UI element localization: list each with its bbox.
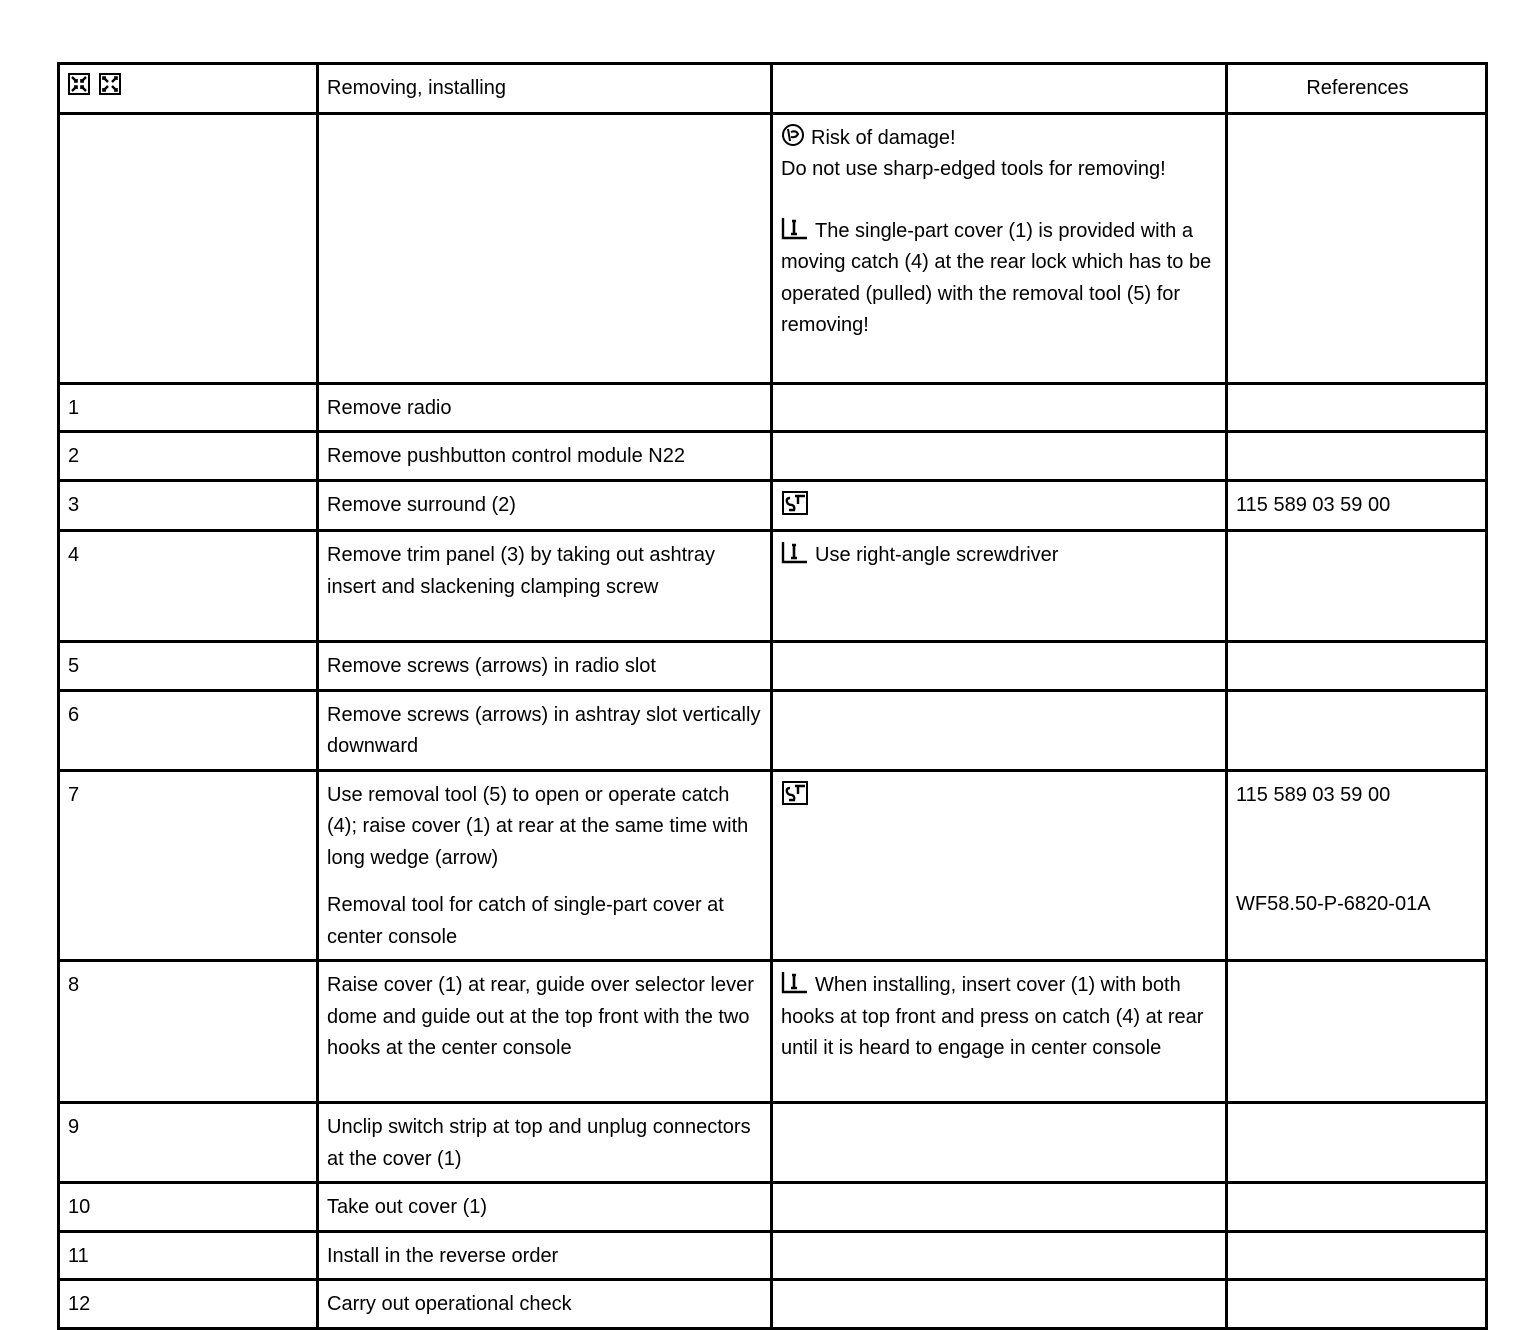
step-note (772, 1103, 1227, 1183)
step-text: Carry out operational check (318, 1280, 772, 1329)
step-note (772, 642, 1227, 691)
step-ref (1227, 432, 1487, 481)
step-number: 3 (59, 480, 318, 531)
step-ref-cell (1227, 770, 1487, 961)
special-tool-icon (781, 490, 809, 516)
step-ref (1227, 642, 1487, 691)
step-text: Install in the reverse order (318, 1231, 772, 1280)
step-number: 2 (59, 432, 318, 481)
intro-row (59, 113, 1487, 383)
step-note (772, 1183, 1227, 1232)
step-text: Take out cover (1) (318, 1183, 772, 1232)
step-row-5 (59, 642, 1487, 691)
step-text: Unclip switch strip at top and unplug connectors at the cover (1) (318, 1103, 772, 1183)
step-number: 7 (59, 770, 318, 961)
header-references: References (1227, 64, 1487, 114)
step-number: 1 (59, 383, 318, 432)
header-row (59, 64, 1487, 114)
step-text-secondary: Removal tool for catch of single-part cover at center console (327, 894, 724, 948)
removing-icon (68, 73, 90, 95)
step-note (772, 1231, 1227, 1280)
step-ref (1227, 531, 1487, 642)
step-note (772, 961, 1227, 1103)
header-icons-cell (59, 64, 318, 114)
step-text: Remove screws (arrows) in ashtray slot vertically downward (318, 690, 772, 770)
step-ref: 115 589 03 59 00 (1236, 783, 1391, 806)
step-row-8 (59, 961, 1487, 1103)
info-icon (781, 540, 809, 564)
step-text-cell (318, 770, 772, 961)
step-number: 6 (59, 690, 318, 770)
damage-warning-icon (781, 123, 805, 147)
step-ref (1227, 961, 1487, 1103)
step-text: Remove radio (318, 383, 772, 432)
step-note (772, 770, 1227, 961)
step-text: Remove surround (2) (318, 480, 772, 531)
step-text: Raise cover (1) at rear, guide over selector lever dome and guide out at the top front with the two hooks at the center console (318, 961, 772, 1103)
step-number: 10 (59, 1183, 318, 1232)
step-ref (1227, 1183, 1487, 1232)
step-ref (1227, 383, 1487, 432)
step-row-9 (59, 1103, 1487, 1183)
intro-text-cell (318, 113, 772, 383)
step-row-10 (59, 1183, 1487, 1232)
step-text: Remove pushbutton control module N22 (318, 432, 772, 481)
installing-icon (99, 73, 121, 95)
step-ref-document: WF58.50-P-6820-01A (1236, 893, 1431, 915)
step-number: 11 (59, 1231, 318, 1280)
step-note (772, 383, 1227, 432)
intro-ref-cell (1227, 113, 1487, 383)
step-row-4 (59, 531, 1487, 642)
intro-notes-cell (772, 113, 1227, 383)
step-row-3 (59, 480, 1487, 531)
header-notes-cell (772, 64, 1227, 114)
info-icon (781, 216, 809, 240)
step-number: 4 (59, 531, 318, 642)
info-icon (781, 970, 809, 994)
step-row-11 (59, 1231, 1487, 1280)
step-ref (1227, 690, 1487, 770)
special-tool-icon (781, 780, 809, 806)
step-row-6 (59, 690, 1487, 770)
step-text: Use removal tool (5) to open or operate catch (4); raise cover (1) at rear at the same time with long wedge (arrow) (327, 783, 749, 869)
step-row-1 (59, 383, 1487, 432)
step-note (772, 432, 1227, 481)
step-row-7 (59, 770, 1487, 961)
warning-text: Do not use sharp-edged tools for removing! (781, 158, 1166, 180)
step-ref (1227, 1103, 1487, 1183)
step-note-text: When installing, insert cover (1) with both hooks at top front and press on catch (4) at rear until it is heard to engage in center console (781, 974, 1204, 1059)
intro-step-cell (59, 113, 318, 383)
step-ref: 115 589 03 59 00 (1227, 480, 1487, 531)
step-note (772, 531, 1227, 642)
step-ref (1227, 1231, 1487, 1280)
step-ref (1227, 1280, 1487, 1329)
step-number: 8 (59, 961, 318, 1103)
step-number: 12 (59, 1280, 318, 1329)
step-number: 9 (59, 1103, 318, 1183)
header-title: Removing, installing (318, 64, 772, 114)
step-note (772, 1280, 1227, 1329)
step-text: Remove trim panel (3) by taking out ashtray insert and slackening clamping screw (318, 531, 772, 642)
step-note (772, 690, 1227, 770)
step-text: Remove screws (arrows) in radio slot (318, 642, 772, 691)
step-note (772, 480, 1227, 531)
step-note-text: Use right-angle screwdriver (815, 544, 1059, 566)
step-row-2 (59, 432, 1487, 481)
procedure-table (57, 62, 1488, 1330)
step-number: 5 (59, 642, 318, 691)
info-text: The single-part cover (1) is provided with a moving catch (4) at the rear lock which has to be operated (pulled) with the removal tool (5) for removing! (781, 219, 1212, 336)
warning-title: Risk of damage! (811, 126, 956, 149)
step-row-12 (59, 1280, 1487, 1329)
